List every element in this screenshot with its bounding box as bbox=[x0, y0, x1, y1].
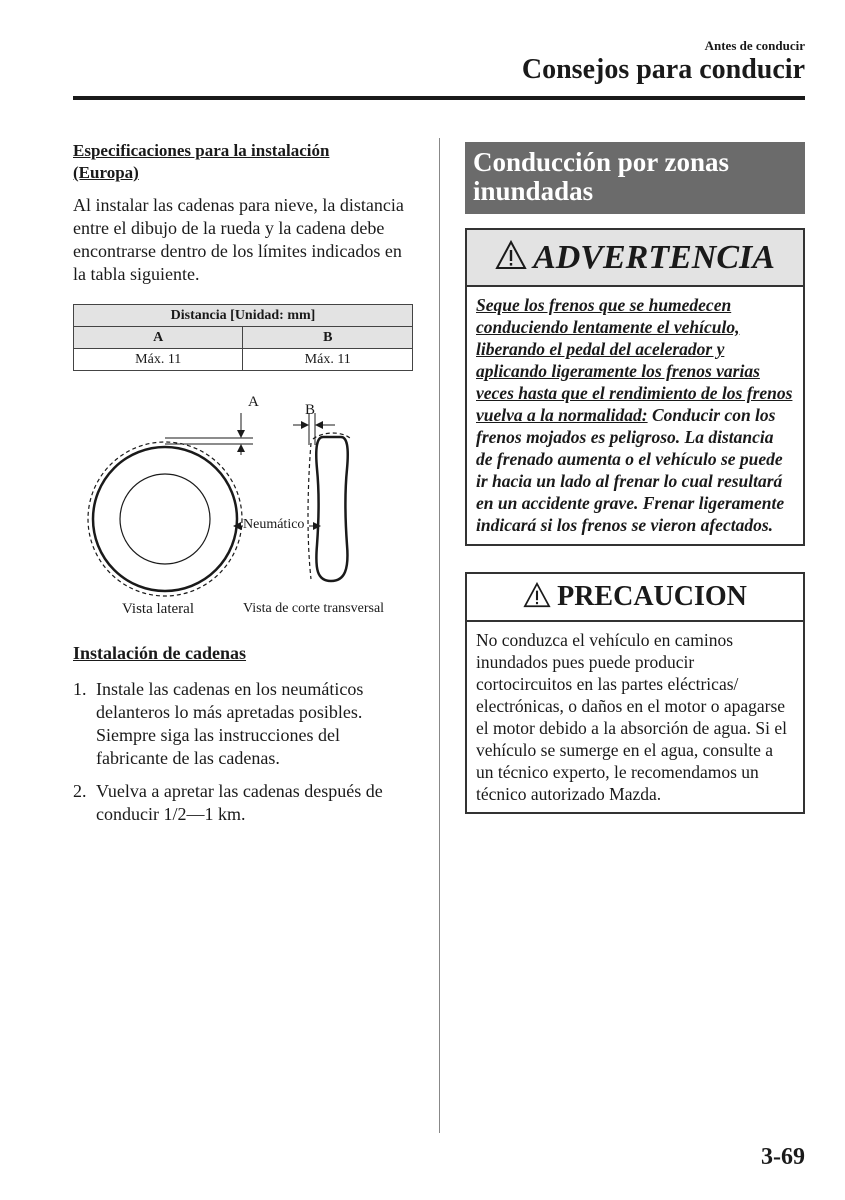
spec-intro: Al instalar las cadenas para nieve, la distancia entre el dibujo de la rueda y la cadena debe encontrarse dentro de los límites indicados en la tabla siguiente. bbox=[73, 195, 404, 284]
header-section-label: Antes de conducir bbox=[704, 38, 805, 53]
table-value-b: Máx. 11 bbox=[243, 349, 413, 371]
dim-b-arrowhead-right bbox=[315, 421, 323, 429]
warning-title: ADVERTENCIA bbox=[533, 238, 775, 276]
step-number: 2. bbox=[73, 781, 87, 801]
dim-a-arrowhead-bottom bbox=[237, 444, 245, 452]
chain-clearance-figure bbox=[73, 393, 413, 628]
right-column bbox=[465, 142, 805, 814]
dim-a-arrowhead-top bbox=[237, 430, 245, 438]
left-column bbox=[73, 140, 413, 836]
warning-text-rest: Conducir con los frenos mojados es peligroso. La distancia de frenado aumenta o el vehículo se puede ir hacia un lado al frenar lo cual resultará en un accidente grave. Frenar ligeramente indicará si los frenos se vieron afectados. bbox=[476, 405, 785, 535]
column-divider bbox=[439, 138, 440, 1133]
page-number: 3-69 bbox=[761, 1144, 805, 1170]
warning-box bbox=[465, 228, 805, 546]
spec-title-line2: (Europa) bbox=[73, 163, 139, 182]
list-item bbox=[73, 780, 413, 826]
spec-title-line1: Especificaciones para la instalación bbox=[73, 141, 330, 160]
table-value-a: Máx. 11 bbox=[74, 349, 243, 371]
step-text: Vuelva a apretar las cadenas después de conducir 1/2―1 km. bbox=[96, 781, 383, 824]
tire-outer bbox=[93, 447, 237, 591]
cross-section-chain bbox=[308, 443, 311, 579]
label-a: A bbox=[248, 394, 259, 410]
caution-text: No conduzca el vehículo en caminos inundados pues puede producir cortocircuitos en las partes eléctricas/ electrónicas, o daños en el motor o apagarse el motor debido a la absorción de agua. Si el vehículo se sumerge en el agua, consulte a un técnico experto, le recomendamos un técnico autorizado Mazda. bbox=[476, 630, 788, 804]
header-rule bbox=[73, 96, 805, 100]
chain-outline bbox=[88, 442, 242, 596]
table-col-b: B bbox=[243, 327, 413, 349]
wheel-rim bbox=[120, 474, 210, 564]
install-steps bbox=[73, 678, 413, 826]
warning-header bbox=[467, 230, 803, 287]
step-text: Instale las cadenas en los neumáticos delanteros lo más apretadas posibles. Siempre siga las instrucciones del fabricante de las cadenas. bbox=[96, 679, 364, 768]
caption-cross-section: Vista de corte transversal bbox=[243, 601, 385, 616]
warning-text-underlined: Seque los frenos que se humedecen conduciendo lentamente el vehículo, liberando el pedal del acelerador y aplicando ligeramente los frenos varias veces hasta que el rendimiento de los frenos vuelva a la normalidad: bbox=[476, 295, 793, 425]
page-title: Consejos para conducir bbox=[521, 54, 805, 85]
caution-box bbox=[465, 572, 805, 814]
step-number: 1. bbox=[73, 679, 87, 699]
label-tire: Neumático bbox=[243, 517, 305, 532]
install-section-title: Instalación de cadenas bbox=[73, 643, 247, 663]
table-header: Distancia [Unidad: mm] bbox=[74, 305, 413, 327]
dim-b-arrowhead-left bbox=[301, 421, 309, 429]
distance-table bbox=[73, 304, 413, 371]
table-col-a: A bbox=[74, 327, 243, 349]
warning-triangle-icon bbox=[523, 582, 551, 613]
warning-text bbox=[467, 287, 803, 544]
tire-diagram bbox=[73, 393, 413, 628]
caution-header bbox=[467, 574, 803, 622]
list-item bbox=[73, 678, 413, 770]
cross-section-tire bbox=[316, 437, 348, 581]
label-b: B bbox=[305, 402, 316, 418]
warning-triangle-icon bbox=[495, 240, 527, 275]
flood-section-banner: Conducción por zonas inundadas bbox=[465, 142, 805, 214]
caution-title: PRECAUCION bbox=[557, 581, 747, 612]
spec-section-title bbox=[73, 140, 413, 184]
caption-side-view: Vista lateral bbox=[122, 601, 194, 617]
